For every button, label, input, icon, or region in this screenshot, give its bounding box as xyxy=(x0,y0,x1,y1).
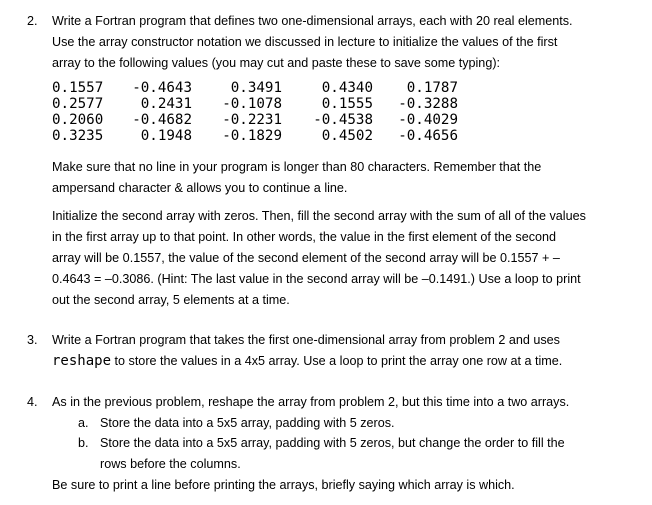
value-cell: 0.2577 xyxy=(52,96,104,112)
item-a-text: Store the data into a 5x5 array, padding with 5 zeros. xyxy=(100,416,395,430)
problem-2-note xyxy=(52,157,642,199)
problem-2-second-array xyxy=(52,206,642,311)
text-line: array to the following values (you may cut and paste these to save some typing): xyxy=(52,56,501,70)
problem-2-intro xyxy=(52,11,642,74)
text-line: As in the previous problem, reshape the array from problem 2, but this time into a two arrays. xyxy=(52,395,570,409)
value-cell: 0.1948 xyxy=(140,128,192,144)
value-cell: 0.4502 xyxy=(321,128,373,144)
text-fragment: to store the values in a 4x5 array. Use a loop to print the array one row at a time. xyxy=(111,354,563,368)
text-line: ampersand character & allows you to continue a line. xyxy=(52,181,348,195)
problem-4-closing xyxy=(52,475,642,496)
values-row xyxy=(52,128,458,144)
problem-3-text xyxy=(52,330,642,372)
text-line xyxy=(52,351,642,372)
text-line: Initialize the second array with zeros. Then, fill the second array with the sum of all of the values xyxy=(52,209,586,223)
value-cell: 0.3491 xyxy=(230,80,282,96)
text-line: array will be 0.1557, the value of the second element of the second array will be 0.1557 + – xyxy=(52,251,560,265)
value-cell: -0.1829 xyxy=(222,128,282,144)
reshape-keyword: reshape xyxy=(52,353,112,369)
value-cell: -0.1078 xyxy=(222,96,282,112)
value-cell: 0.1787 xyxy=(406,80,458,96)
value-cell: -0.4643 xyxy=(132,80,192,96)
text-line: Write a Fortran program that takes the first one-dimensional array from problem 2 and uses xyxy=(52,333,560,347)
values-table xyxy=(52,80,458,144)
value-cell: -0.2231 xyxy=(222,112,282,128)
problem-3-number: 3. xyxy=(27,333,38,347)
text-line: Be sure to print a line before printing the arrays, briefly saying which array is which. xyxy=(52,478,515,492)
value-cell: 0.2060 xyxy=(52,112,104,128)
problem-2-number: 2. xyxy=(27,14,38,28)
text-line: Write a Fortran program that defines two one-dimensional arrays, each with 20 real elements. xyxy=(52,14,573,28)
value-cell: -0.4029 xyxy=(398,112,458,128)
value-cell: -0.4682 xyxy=(132,112,192,128)
text-line: Make sure that no line in your program is longer than 80 characters. Remember that the xyxy=(52,160,542,174)
problem-4-number: 4. xyxy=(27,395,38,409)
value-cell: -0.4538 xyxy=(313,112,373,128)
values-row xyxy=(52,96,458,112)
value-cell: 0.4340 xyxy=(321,80,373,96)
values-row xyxy=(52,80,458,96)
value-cell: 0.2431 xyxy=(140,96,192,112)
text-line: rows before the columns. xyxy=(100,457,241,471)
value-cell: 0.1557 xyxy=(52,80,104,96)
text-line: 0.4643 = –0.3086. (Hint: The last value in the second array will be –0.1491.) Use a loop to print xyxy=(52,272,581,286)
value-cell: 0.1555 xyxy=(321,96,373,112)
item-a-label: a. xyxy=(78,416,89,430)
value-cell: 0.3235 xyxy=(52,128,104,144)
text-line: Use the array constructor notation we discussed in lecture to initialize the values of the first xyxy=(52,35,558,49)
item-b-text xyxy=(100,433,565,475)
text-line: in the first array up to that point. In other words, the value in the first element of the second xyxy=(52,230,557,244)
value-cell: -0.3288 xyxy=(398,96,458,112)
value-cell: -0.4656 xyxy=(398,128,458,144)
text-line: out the second array, 5 elements at a time. xyxy=(52,293,290,307)
text-line: Store the data into a 5x5 array, padding with 5 zeros, but change the order to fill the xyxy=(100,436,565,450)
item-b-label: b. xyxy=(78,436,89,450)
values-row xyxy=(52,112,458,128)
problem-4-intro xyxy=(52,392,642,413)
